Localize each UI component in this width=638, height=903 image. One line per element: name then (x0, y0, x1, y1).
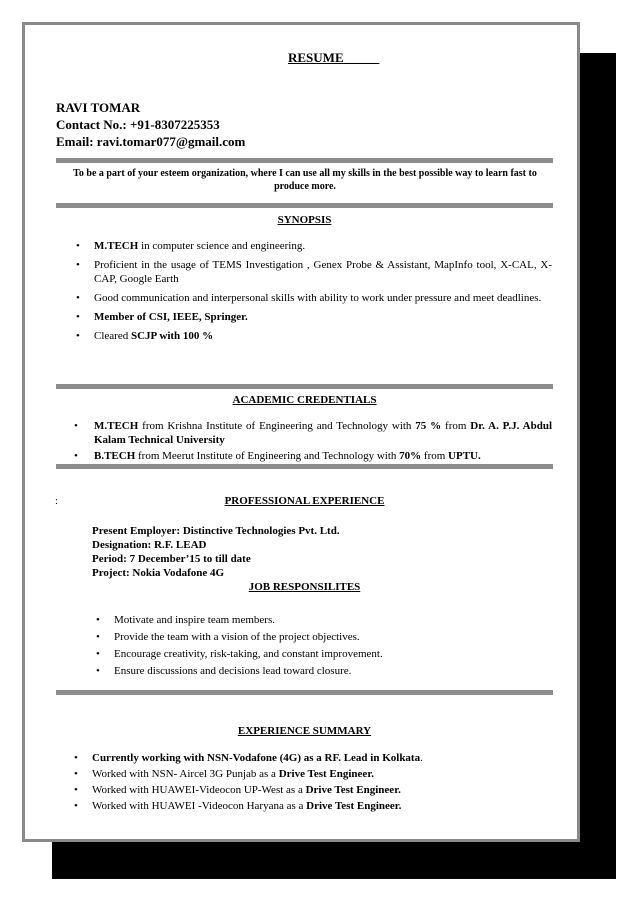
contact-number: Contact No.: +91-8307225353 (56, 117, 220, 132)
separator-objective (56, 203, 553, 208)
bullet-icon: • (76, 259, 80, 271)
separator-header (56, 158, 553, 163)
bullet-icon: • (96, 614, 100, 626)
responsibilities-heading: JOB RESPONSILITES (248, 581, 361, 593)
responsibilities-list (92, 613, 532, 678)
bullet-icon: • (74, 450, 78, 462)
objective-text: To be a part of your esteem organization, where I can use all my skills in the best possible way to learn fast to produce more. (73, 168, 537, 192)
bullet-icon: • (76, 240, 80, 252)
list-item: • Good communication and interpersonal skills with ability to work under pressure and meet deadlines. (76, 292, 542, 304)
header-info (56, 99, 245, 150)
candidate-name: RAVI TOMAR (56, 100, 141, 115)
resume-page (22, 22, 580, 842)
list-item: • Ensure discussions and decisions lead toward closure. (96, 665, 352, 677)
bullet-icon: • (74, 768, 78, 780)
bullet-icon: • (74, 420, 78, 432)
list-item: • Worked with HUAWEI -Videocon Haryana as a Drive Test Engineer. (74, 800, 402, 812)
list-item: • Worked with NSN- Aircel 3G Punjab as a Drive Test Engineer. (74, 768, 374, 780)
bullet-icon: • (76, 292, 80, 304)
list-item: • M.TECH from Krishna Institute of Engineering and Technology with 75 % from Dr. A. P.J. Abdul Kalam Technical University (74, 420, 553, 446)
list-item: • Provide the team with a vision of the project objectives. (96, 631, 360, 643)
list-item: • Cleared SCJP with 100 % (76, 330, 214, 342)
resume-title: RESUME (288, 50, 344, 65)
list-item: • Worked with HUAWEI-Videocon UP-West as a Drive Test Engineer. (74, 784, 401, 796)
stray-colon: : (55, 495, 59, 507)
email-address: Email: ravi.tomar077@gmail.com (56, 134, 246, 149)
list-item: • Currently working with NSN-Vodafone (4G) as a RF. Lead in Kolkata. (74, 752, 423, 764)
experience-list (70, 751, 552, 813)
professional-heading: PROFESSIONAL EXPERIENCE (224, 495, 385, 507)
bullet-icon: • (74, 784, 78, 796)
experience-heading: EXPERIENCE SUMMARY (237, 725, 372, 737)
present-employer: Present Employer: Distinctive Technologies Pvt. Ltd. (92, 525, 340, 537)
list-item: • Member of CSI, IEEE, Springer. (76, 311, 248, 323)
list-item: • Proficient in the usage of TEMS Investigation , Genex Probe & Assistant, MapInfo tool, X-CAL, X-CAP, Google Earth (76, 259, 552, 285)
academic-heading: ACADEMIC CREDENTIALS (232, 394, 377, 406)
separator-synopsis (56, 384, 553, 389)
bullet-icon: • (74, 752, 78, 764)
designation: Designation: R.F. LEAD (92, 539, 207, 551)
separator-academic (56, 464, 553, 469)
bullet-icon: • (76, 330, 80, 342)
bullet-icon: • (74, 800, 78, 812)
synopsis-heading: SYNOPSIS (277, 214, 332, 226)
list-item: • Motivate and inspire team members. (96, 614, 275, 626)
bullet-icon: • (76, 311, 80, 323)
employment-period: Period: 7 December’15 to till date (92, 553, 251, 565)
bullet-icon: • (96, 665, 100, 677)
list-item: • Encourage creativity, risk-taking, and constant improvement. (96, 648, 383, 660)
project-name: Project: Nokia Vodafone 4G (92, 567, 225, 579)
bullet-icon: • (96, 648, 100, 660)
academic-list (70, 419, 552, 463)
bullet-icon: • (96, 631, 100, 643)
employment-details (92, 524, 340, 580)
synopsis-list (72, 239, 552, 343)
list-item: • M.TECH in computer science and engineering. (76, 240, 306, 252)
separator-professional (56, 690, 553, 695)
list-item: • B.TECH from Meerut Institute of Engineering and Technology with 70% from UPTU. (74, 450, 481, 462)
